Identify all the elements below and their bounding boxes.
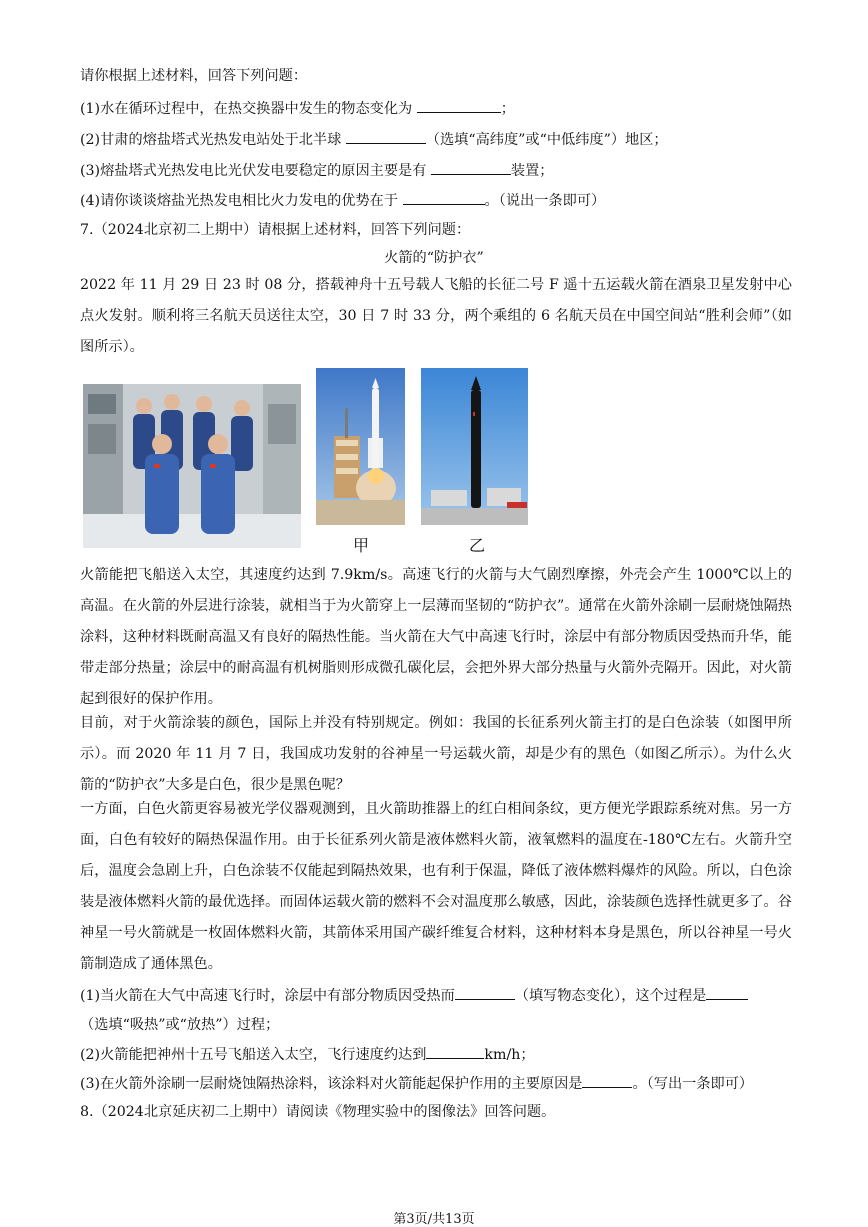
q6-sub2: (2)甘肃的熔盐塔式光热发电站处于北半球 （选填“高纬度”或“中低纬度”）地区； [80,129,668,150]
answer-blank[interactable] [346,129,426,144]
article-paragraph-3: 目前，对于火箭涂装的颜色，国际上并没有特别规定。例如：我国的长征系列火箭主打的是白色涂装（如图甲所示）。而 2020 年 11 月 7 日，我国成功发射的谷神星一号运载火箭，却是少有的黑色（如图乙所示）。为什么火箭的“防护衣”大多是白色，很少是黑色呢？ [80,715,792,793]
answer-blank[interactable] [582,1073,632,1088]
q6-sub3: (3)熔盐塔式光热发电比光伏发电要稳定的原因主要是有 装置； [80,160,554,181]
article-title: 火箭的“防护衣” [384,250,484,266]
figure-caption-b: 乙 [469,536,486,555]
q7-sub1: (1)当火箭在大气中高速飞行时，涂层中有部分物质因受热而 （填写物态变化），这个过程是 [80,985,748,1006]
article-paragraph-1: 2022 年 11 月 29 日 23 时 08 分，搭载神舟十五号载人飞船的长征二号 F 遥十五运载火箭在酒泉卫星发射中心点火发射。顺利将三名航天员送往太空，30 日 7 时 33 分，两个乘组的 6 名航天员在中国空间站“胜利会师”（如图所示）。 [80,277,792,355]
white-rocket-photo [316,368,405,525]
intro-text: 请你根据上述材料，回答下列问题： [80,68,308,84]
q7-header: 7.（2024北京初二上期中）请根据上述材料，回答下列问题： [80,222,471,238]
article-paragraph-2: 火箭能把飞船送入太空，其速度约达到 7.9km/s。高速飞行的火箭与大气剧烈摩擦，外壳会产生 1000℃以上的高温。在火箭的外层进行涂装，就相当于为火箭穿上一层薄而坚韧的“防护衣”。通常在火箭外涂刷一层耐烧蚀隔热涂料，这种材料既耐高温又有良好的隔热性能。当火箭在大气中高速飞行时，涂层中有部分物质因受热而升华，能带走部分热量；涂层中的耐高温有机树脂则形成微孔碳化层，会把外界大部分热量与火箭外壳隔开。因此，对火箭起到很好的保护作用。 [80,567,792,707]
q7-sub1-line2: （选填“吸热”或“放热”）过程； [80,1017,280,1033]
answer-blank[interactable] [403,190,485,205]
q7-sub2: (2)火箭能把神州十五号飞船送入太空，飞行速度约达到 km/h； [80,1044,535,1065]
q7-sub3: (3)在火箭外涂刷一层耐烧蚀隔热涂料，该涂料对火箭能起保护作用的主要原因是 。（写出一条即可） [80,1073,753,1094]
q6-sub1: (1)水在循环过程中，在热交换器中发生的物态变化为 ； [80,98,515,119]
answer-blank[interactable] [431,160,511,175]
answer-blank[interactable] [706,985,748,1000]
q6-sub4: (4)请你谈谈熔盐光热发电相比火力发电的优势在于 。（说出一条即可） [80,190,605,211]
figure-caption-a: 甲 [353,536,370,555]
astronauts-photo [83,384,301,548]
answer-blank[interactable] [455,985,515,1000]
article-paragraph-4: 一方面，白色火箭更容易被光学仪器观测到，且火箭助推器上的红白相间条纹，更方便光学跟踪系统对焦。另一方面，白色有较好的隔热保温作用。由于长征系列火箭是液体燃料火箭，液氧燃料的温度在-180℃左右。火箭升空后，温度会急剧上升，白色涂装不仅能起到隔热效果，也有利于保温，降低了液体燃料爆炸的风险。所以，白色涂装是液体燃料火箭的最优选择。而固体运载火箭的燃料不会对温度那么敏感，因此，涂装颜色选择性就更多了。谷神星一号火箭就是一枚固体燃料火箭，其箭体采用国产碳纤维复合材料，这种材料本身是黑色，所以谷神星一号火箭制造成了通体黑色。 [80,801,792,972]
black-rocket-photo [421,368,528,525]
answer-blank[interactable] [417,98,501,113]
page-footer: 第3页/共13页 [393,1212,475,1227]
q8-header: 8.（2024北京延庆初二上期中）请阅读《物理实验中的图像法》回答问题。 [80,1104,556,1120]
answer-blank[interactable] [426,1044,484,1059]
